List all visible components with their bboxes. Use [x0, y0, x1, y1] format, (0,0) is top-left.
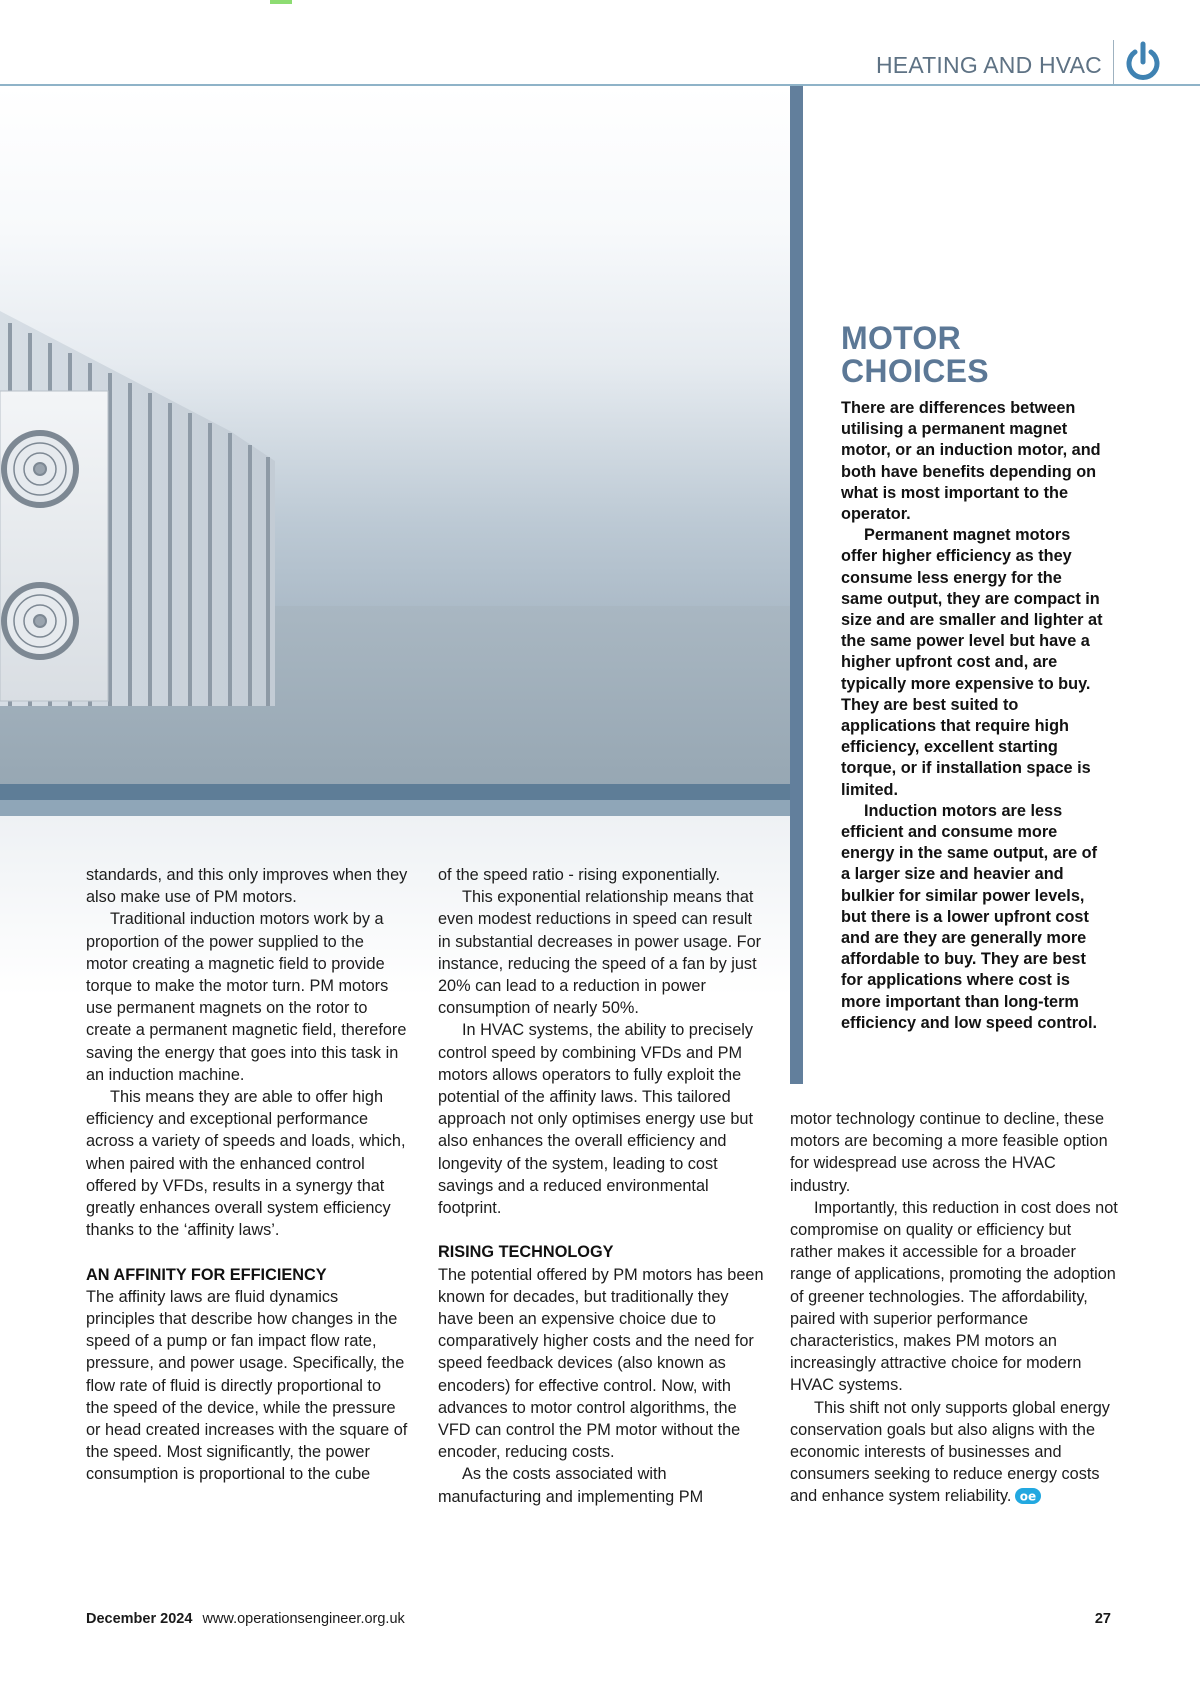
body-paragraph	[790, 1397, 1118, 1508]
section-label: HEATING AND HVAC	[876, 52, 1102, 78]
sidebar-title-line-1: MOTOR	[841, 320, 962, 356]
sidebar-title-line-2: CHOICES	[841, 353, 989, 389]
header-divider	[1113, 40, 1114, 86]
hero-wall-band-lower	[0, 800, 790, 816]
footer-url[interactable]: www.operationsengineer.org.uk	[202, 1611, 405, 1627]
sidebar-title	[841, 322, 1141, 388]
body-paragraph: The potential offered by PM motors has been known for decades, but traditionally they have been an expensive choice due to comparatively higher costs and the need for speed feedback devices (also known as encoders) for effective control. Now, with advances to motor control algorithms, the VFD can control the PM motor without the encoder, reducing costs.	[438, 1265, 764, 1462]
body-paragraph: In HVAC systems, the ability to precisely control speed by combining VFDs and PM motors allows operators to fully exploit the potential of the affinity laws. This tailored approach not only optimises energy use but also enhances the overall efficiency and longevity of the system, leading to cost savings and a reduced environmental footprint.	[438, 1021, 754, 1218]
body-paragraph: standards, and this only improves when they also make use of PM motors.	[86, 866, 408, 907]
body-paragraph: of the speed ratio - rising exponentially.	[438, 866, 721, 884]
body-paragraph: The affinity laws are fluid dynamics principles that describe how changes in the speed of a pump or fan impact flow rate, pressure, and power usage. Specifically, the flow rate of fluid is directly proportional to the speed of the device, while the pressure or head created increases with the square of the speed. Most significantly, the power consumption is proportional to the cube	[86, 1287, 408, 1484]
footer-info	[86, 1611, 405, 1627]
body-paragraph: This exponential relationship means that even modest reductions in speed can result in substantial decreases in power usage. For instance, reducing the speed of a fan by just 20% can lead to a reduction in power consumption of nearly 50%.	[438, 888, 762, 1018]
hero-building-with-ac-units	[0, 311, 290, 706]
oe-end-mark-icon	[1015, 1488, 1041, 1504]
page-number: 27	[1094, 1611, 1111, 1627]
body-paragraph: Importantly, this reduction in cost does not compromise on quality or efficiency but rather makes it accessible for a broader range of applications, promoting the adoption of greener technologies. The affordability, paired with superior performance characteristics, makes PM motors an increasingly attractive choice for modern HVAC systems.	[790, 1198, 1118, 1395]
article-column-2	[438, 864, 766, 1508]
sidebar-paragraph: There are differences between utilising a permanent magnet motor, or an induction motor, and both have benefits depending on what is most important to the operator.	[841, 399, 1101, 524]
footer-date: December 2024	[86, 1611, 193, 1627]
body-paragraph: motor technology continue to decline, these motors are becoming a more feasible option for widespread use across the HVAC industry.	[790, 1110, 1108, 1195]
body-paragraph: As the costs associated with manufacturing and implementing PM	[438, 1465, 704, 1506]
section-heading: RISING TECHNOLOGY	[438, 1243, 614, 1262]
body-paragraph: This means they are able to offer high efficiency and exceptional performance across a variety of speeds and loads, which, when paired with the enhanced control offered by VFDs, results in a synergy that greatly enhances overall system efficiency thanks to the ‘affinity laws’.	[86, 1088, 406, 1240]
power-icon	[1123, 40, 1163, 84]
top-accent-mark	[270, 0, 292, 4]
article-column-3	[790, 1108, 1118, 1508]
body-paragraph: Traditional induction motors work by a proportion of the power supplied to the motor creating a magnetic field to provide torque to make the motor turn. PM motors use permanent magnets on the rotor to create a permanent magnetic field, therefore saving the energy that goes into this task in an induction machine.	[86, 910, 407, 1084]
paragraph-gap	[86, 1241, 408, 1263]
paragraph-gap	[438, 1219, 766, 1241]
sidebar-paragraph: Induction motors are less efficient and consume more energy in the same output, are of a larger size and heavier and bulkier for similar power levels, but there is a lower upfront cost and are they are generally more affordable to buy. They are best for applications where cost is more important than long-term efficiency and low speed control.	[841, 801, 1098, 1032]
final-paragraph-text: This shift not only supports global energy conservation goals but also aligns with the economic interests of businesses and consumers seeking to reduce energy costs and enhance system reliability.	[790, 1398, 1110, 1506]
oe-end-mark-text: oe	[1020, 1489, 1037, 1504]
hero-wall-band	[0, 784, 790, 800]
sidebar-body	[841, 398, 1103, 1034]
section-heading: AN AFFINITY FOR EFFICIENCY	[86, 1265, 327, 1284]
hero-image	[0, 86, 790, 816]
sidebar-paragraph: Permanent magnet motors offer higher efficiency as they consume less energy for the same output, they are compact in size and are smaller and lighter at the same power level but have a higher upfront cost and, are typically more expensive to buy. They are best suited to applications that require high efficiency, excellent starting torque, or if installation space is limited.	[841, 526, 1103, 799]
article-column-1	[86, 864, 408, 1486]
sidebar-accent-bar	[790, 86, 803, 1084]
